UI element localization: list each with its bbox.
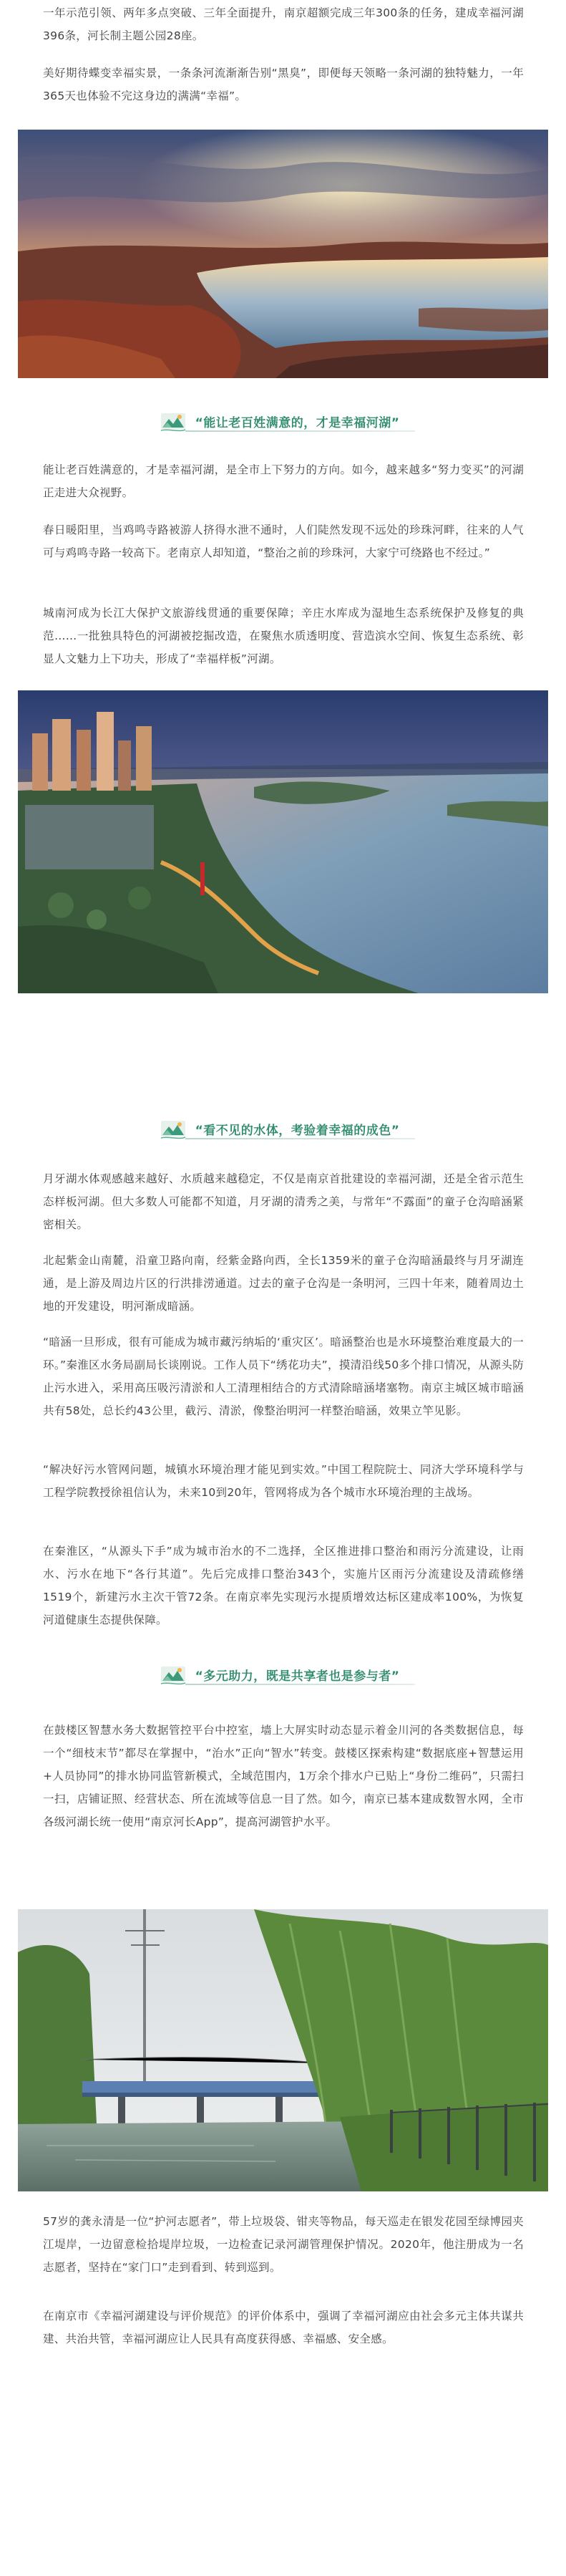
- section2-paragraph-2: 北起紫金山南麓，沿童卫路向南，经紫金路向西，全长1359米的童子仓沟暗涵最终与月牙湖连通，是上游及周边片区的行洪排涝通道。过去的童子仓沟是一条明河，三四十年来，随着周边土地的开发建设，明河渐成暗涵。: [43, 1254, 524, 1313]
- section2-paragraph-1: 月牙湖水体观感越来越好、水质越来越稳定，不仅是南京首批建设的幸福河湖，还是全省示范生态样板河湖。但大多数人可能都不知道，月牙湖的清秀之美，与常年“不露面”的童子仓沟暗涵紧密相关。: [43, 1172, 524, 1231]
- section-heading-1: [0, 407, 566, 435]
- section2-paragraph-5: 在秦淮区，“从源头下手”成为城市治水的不二选择，全区推进排口整治和雨污分流建设，让雨水、污水在地下“各行其道”。先后完成排口整治343个，实施片区雨污分流建设及清疏修缮1519个，新建污水主次干管72条。在南京率先实现污水提质增效达标区建成率100%，为恢复河道健康生态提供保障。: [43, 1545, 524, 1626]
- section3-paragraph-2: 57岁的龚永清是一位“护河志愿者”，带上垃圾袋、钳夹等物品，每天巡走在银发花园至绿博园夹江堤岸，一边留意检拾堤岸垃圾，一边检查记录河湖管理保护情况。2020年，他注册成为一名志愿者，坚持在“家门口”走到看到、转到巡到。: [43, 2215, 524, 2274]
- section-heading-text: “看不见的水体，考验着幸福的成色”: [195, 1123, 400, 1138]
- intro-paragraph-2: 美好期待蝶变幸福实景，一条条河流渐渐告别“黑臭”，即便每天领略一条河湖的独特魅力，一年365天也体验不完这身边的满满“幸福”。: [43, 67, 524, 102]
- section2-paragraph-3: “暗涵一旦形成，很有可能成为城市藏污纳垢的‘重灾区’。暗涵整治也是水环境整治难度最大的一环。”秦淮区水务局副局长谈刚说。工作人员下“绣花功夫”，摸清沿线50多个排口情况，从源头防止污水进入，采用高压吸污清淤和人工清理相结合的方式清除暗涵堵塞物。南京主城区城市暗涵共有58处，总长约43公里，截污、清淤，像整治明河一样整治暗涵，效果立竿见影。: [43, 1336, 524, 1417]
- landscape-stamp-icon: [158, 1116, 188, 1141]
- section3-paragraph-1: 在鼓楼区智慧水务大数据管控平台中控室，墙上大屏实时动态显示着金川河的各类数据信息，每一个“细枝末节”都尽在掌握中，“治水”正向“智水”转变。鼓楼区探索构建“数据底座+智慧运用+人员协同”的排水协同监管新模式，全域范围内，1万余个排水户已贴上“身份二维码”，只需扫一扫，店铺证照、经营状态、所在流域等信息一目了然。如今，南京已基本建成数智水网，全市各级河湖长统一使用“南京河长App”，提高河湖管护水平。: [43, 1724, 524, 1828]
- section-heading-text: “多元助力，既是共享者也是参与者”: [195, 1669, 400, 1684]
- section1-paragraph-1: 能让老百姓满意的，才是幸福河湖，是全市上下努力的方向。如今，越来越多“努力变买”的河湖正走进大众视野。: [43, 463, 524, 499]
- section-heading-2: [0, 1114, 566, 1143]
- aerial-sunset-lake-photo: [18, 130, 548, 378]
- section-heading-text: “能让老百姓满意的，才是幸福河湖”: [195, 415, 400, 430]
- intro-paragraph-1: 一年示范引领、两年多点突破、三年全面提升，南京超额完成三年300条的任务，建成幸福河湖396条，河长制主题公园28座。: [43, 6, 524, 42]
- aerial-qinhuai-riverside-photo: [18, 690, 548, 993]
- section1-paragraph-2: 春日暖阳里，当鸡鸣寺路被游人挤得水泄不通时，人们陡然发现不远处的珍珠河畔，往来的人气可与鸡鸣寺路一较高下。老南京人却知道，“整治之前的珍珠河，大家宁可绕路也不经过。”: [43, 524, 524, 559]
- landscape-stamp-icon: [158, 1662, 188, 1687]
- canal-bridge-photo: [18, 1909, 548, 2191]
- landscape-stamp-icon: [158, 409, 188, 433]
- section2-paragraph-4: “解决好污水管网问题，城镇水环境治理才能见到实效。”中国工程院院士、同济大学环境科学与工程学院教授徐祖信认为，未来10到20年，管网将成为各个城市水环境治理的主战场。: [43, 1463, 524, 1499]
- section1-paragraph-3: 城南河成为长江大保护文旅游线贯通的重要保障；辛庄水库成为湿地生态系统保护及修复的典范……一批独具特色的河湖被挖掘改造，在聚焦水质透明度、营造滨水空间、恢复生态系统、彰显人文魅力上下功夫，形成了“幸福样板”河湖。: [43, 607, 524, 665]
- section3-paragraph-3: 在南京市《幸福河湖建设与评价规范》的评价体系中，强调了幸福河湖应由社会多元主体共谋共建、共治共管，幸福河湖应让人民具有高度获得感、幸福感、安全感。: [43, 2310, 524, 2345]
- section-heading-3: [0, 1660, 566, 1689]
